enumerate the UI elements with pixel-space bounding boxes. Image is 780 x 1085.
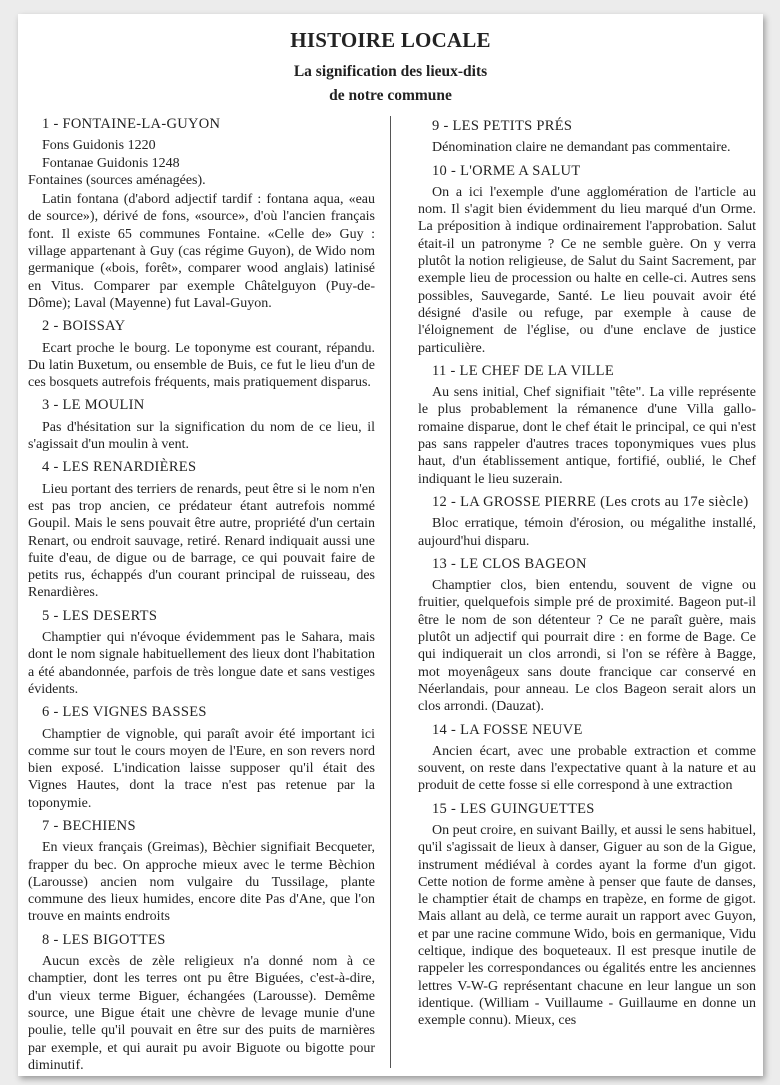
column-divider — [390, 116, 391, 1068]
section-la-fosse-neuve — [418, 722, 756, 795]
section-l-orme-a-salut — [418, 163, 756, 357]
subtitle-line-1: La signification des lieux-dits — [293, 63, 488, 80]
section-les-guinguettes — [418, 801, 756, 1030]
section-paragraph: Bloc erratique, témoin d'érosion, ou mégalithe installé, aujourd'hui disparu. — [418, 516, 756, 549]
section-paragraph: On a ici l'exemple d'une agglomération de l'article au nom. Il s'agit bien évidemment du lieu marqué d'un Orme. La préposition à indique ordinairement l'approbation. Salut était-il un patronyme ? Ce ne semble guère. On y verra plutôt la notion religieuse, de Salut du Saint Sacrement, par exemple lieu de procession ou halte en celle-ci. Autres sens possibles, Sauvegarde, Santé. Le lieu pouvait avoir été désigné d'asile ou refuge, par exemple à cause de l'éloignement de l'église, ou d'une enclave de justice particulière. — [418, 184, 756, 356]
historical-form: Fontanae Guidonis 1248 — [42, 155, 180, 171]
page-title: HISTOIRE LOCALE — [290, 28, 491, 52]
section-le-moulin — [28, 397, 375, 453]
section-paragraph: Fontaines (sources aménagées). — [28, 172, 206, 188]
section-la-grosse-pierre — [418, 494, 756, 550]
section-heading: 11 - LE CHEF DE LA VILLE — [432, 362, 614, 379]
section-paragraph: Champtier qui n'évoque évidemment pas le Sahara, mais dont le nom signale habituellement des lieux dont l'habitation a été abandonnée, parfois de très longue date et sans vestiges évidents. — [28, 630, 375, 697]
section-paragraph: Champtier de vignoble, qui paraît avoir été important ici comme sur tout le cours moyen de l'Eure, en son revers nord bien exposé. L'indication laisse supposer qu'il était des Vignes Hautes, dont la trace n'est pas retenue par la toponymie. — [28, 726, 375, 811]
section-paragraph: Au sens initial, Chef signifiait "tête". La ville représente le plus probablement la rémanence d'une Villa gallo-romaine disparue, dont le chef était le principal, ce qui n'est pas sans rappeler d'autres traces toponymiques vues plus haut, d'un établissement antique, fortifié, oublié, le Chef indiquant le lieu suzerain. — [418, 385, 756, 487]
section-heading: 6 - LES VIGNES BASSES — [42, 704, 207, 721]
section-heading: 2 - BOISSAY — [42, 318, 126, 335]
section-paragraph: En vieux français (Greimas), Bèchier signifiait Becqueter, frapper du bec. On approche mieux avec le terme Bèchion (Larousse) ancien nom vulgaire du Tussilage, plante commune des lieux humides, encore dite Pas d'Ane, que l'on trouve en maints endroits — [28, 840, 375, 925]
section-paragraph: Aucun excès de zèle religieux n'a donné nom à ce champtier, dont les terres ont pu être Biguées, c'est-à-dire, d'un vieux terme Biguer, échangées (Larousse). Demême source, une Bigue était une chèvre de levage munie d'une poulie, telle qu'il pouvait en être sur des puits de marnières par exemple, et qui aurait pu avoir Biguote ou bigotte pour diminutif. — [28, 954, 375, 1073]
historical-form: Fons Guidonis 1220 — [42, 138, 156, 154]
section-heading: 15 - LES GUINGUETTES — [432, 800, 595, 817]
section-les-vignes-basses — [28, 704, 375, 812]
document-page — [18, 14, 763, 1076]
subtitle-line-2: de notre commune — [329, 87, 452, 104]
section-paragraph: Champtier clos, bien entendu, souvent de vigne ou fruitier, quelquefois simple pré de proximité. Bageon put-il être le nom de son détenteur ? Ce ne paraît guère, mais plutôt un adjectif qui pourrait dire : en forme de Bage. Ce qui indiquerait un clos arrondi, si l'on se réfère à Bagge, mot moyenâgeux sans doute francique car conservé en Néerlandais, pour anneau. Le clos Bageon serait alors un clos arrondi. (Dauzat). — [418, 578, 756, 715]
section-paragraph: Latin fontana (d'abord adjectif tardif : fontana aqua, «eau de source»), dérivé de fons, «source», d'où l'ancien français font. Il existe 65 communes Fontaine. «Celle de» Guy : village appartenant à Guy (cas régime Guyon), de Wido nom germanique («bois, forêt», comparer wood anglais) latinisé en Vitus. Comparer par exemple Châtelguyon (Puy-de-Dôme); Laval (Mayenne) fut Laval-Guyon. — [28, 192, 375, 311]
section-fontaine-la-guyon — [28, 116, 375, 312]
section-les-renardieres — [28, 459, 375, 601]
section-les-bigottes — [28, 932, 375, 1074]
section-le-clos-bageon — [418, 556, 756, 716]
page-subtitle — [18, 60, 763, 108]
section-heading: 8 - LES BIGOTTES — [42, 931, 166, 948]
right-column — [418, 114, 756, 1036]
left-column — [28, 112, 375, 1076]
section-paragraph: Ancien écart, avec une probable extraction et comme souvent, on reste dans l'expectative quant à la nature et au produit de cette fosse si elle correspond à une extraction — [418, 743, 756, 794]
section-bechiens — [28, 818, 375, 926]
section-paragraph: Dénomination claire ne demandant pas commentaire. — [432, 140, 731, 156]
section-heading: 4 - LES RENARDIÈRES — [42, 459, 197, 476]
section-le-chef-de-la-ville — [418, 363, 756, 488]
section-heading: 3 - LE MOULIN — [42, 397, 145, 414]
section-heading: 7 - BECHIENS — [42, 817, 136, 834]
section-paragraph: Ecart proche le bourg. Le toponyme est courant, répandu. Du latin Buxetum, ou ensemble de Buis, ce fut le lieu d'un de ces bosquets autrefois fréquents, mais pratiquement disparus. — [28, 340, 375, 391]
section-paragraph: Pas d'hésitation sur la signification du nom de ce lieu, il s'agissait d'un moulin à vent. — [28, 419, 375, 453]
section-heading: 14 - LA FOSSE NEUVE — [432, 721, 583, 738]
section-heading: 1 - FONTAINE-LA-GUYON — [42, 116, 221, 132]
section-heading: 5 - LES DESERTS — [42, 607, 158, 624]
section-heading: 10 - L'ORME A SALUT — [432, 162, 581, 179]
section-paragraph: On peut croire, en suivant Bailly, et aussi le sens habituel, qu'il s'agissait de lieux à danser, Giguer au son de la Gigue, instrument médiéval à cordes ayant la forme d'un gigot. Cette notion de forme amène à penser que faute de danses, le champtier était de champs en trapèze, en forme de gigot. Mais allant au delà, ce terme aurait un rapport avec Guyon, et par une racine commune Wido, bois en germanique, Vidu celtique, indique des boqueteaux. Il est presque inutile de rappeler les correspondances ou égalités entre les anciennes lettres V-W-G représentant chacune en leur langue un son identique. (William - Vuillaume - Guillaume en donne un exemple connu). Mieux, ces — [418, 822, 756, 1029]
section-heading: 13 - LE CLOS BAGEON — [432, 555, 587, 572]
section-boissay — [28, 318, 375, 391]
section-les-petits-pres — [418, 118, 756, 157]
section-heading: 12 - LA GROSSE PIERRE (Les crots au 17e siècle) — [432, 493, 749, 510]
section-heading: 9 - LES PETITS PRÉS — [432, 118, 573, 134]
section-les-deserts — [28, 608, 375, 698]
section-paragraph: Lieu portant des terriers de renards, peut être si le nom n'en est pas trop ancien, ce prédateur étant autrefois nommé Goupil. Mais le sens pouvait être autre, propriété d'un certain Renart, ou endroit sauvage, retiré. Renard indiquait aussi une fuite d'eau, de digue ou de barrage, ce qui pouvait faire de petits rus, échappés d'un courant principal de ruisseau, des Renardières. — [28, 481, 375, 601]
